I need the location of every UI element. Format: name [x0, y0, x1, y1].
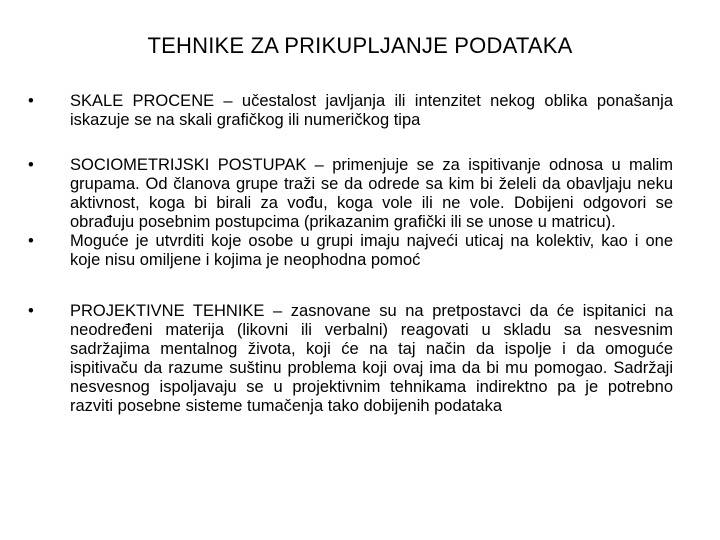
bullet-item-uticaj-na-kolektiv	[28, 232, 673, 270]
bullet-item-sociometrijski-postupak	[28, 156, 673, 232]
bullet-item-skale-procene	[28, 92, 673, 130]
bullet-icon: •	[28, 232, 34, 250]
bullet-item-projektivne-tehnike	[28, 302, 673, 416]
bullet-icon: •	[28, 92, 34, 110]
bullet-text: PROJEKTIVNE TEHNIKE – zasnovane su na pretpostavci da će ispitanici na neodređeni materija (likovni ili verbalni) reagovati u skladu sa nesvesnim sadržajima mentalnog života, koji će na taj način da ispolje i da omoguće ispitivaču da razume suštinu problema koji ovaj ima da bi mu pomogao. Sadržaji nesvesnog ispoljavaju se u projektivnim tehnikama indirektno pa je potrebno razviti posebne sisteme tumačenja tako dobijenih podataka	[70, 302, 673, 415]
bullet-icon: •	[28, 156, 34, 174]
bullet-icon: •	[28, 302, 34, 320]
bullet-text: SKALE PROCENE – učestalost javljanja ili intenzitet nekog oblika ponašanja iskazuje se na skali grafičkog ili numeričkog tipa	[70, 92, 673, 129]
bullet-list	[28, 92, 673, 416]
bullet-text: Moguće je utvrditi koje osobe u grupi imaju najveći uticaj na kolektiv, kao i one koje nisu omiljene i kojima je neophodna pomoć	[70, 232, 673, 269]
slide-title: TEHNIKE ZA PRIKUPLJANJE PODATAKA	[147, 33, 573, 58]
bullet-text: SOCIOMETRIJSKI POSTUPAK – primenjuje se za ispitivanje odnosa u malim grupama. Od članova grupe traži se da odrede sa kim bi želeli da obavljaju neku aktivnost, koga bi birali za vođu, koga vole ili ne vole. Dobijeni odgovori se obrađuju posebnim postupcima (prikazanim grafički ili se unose u matricu).	[70, 156, 673, 231]
